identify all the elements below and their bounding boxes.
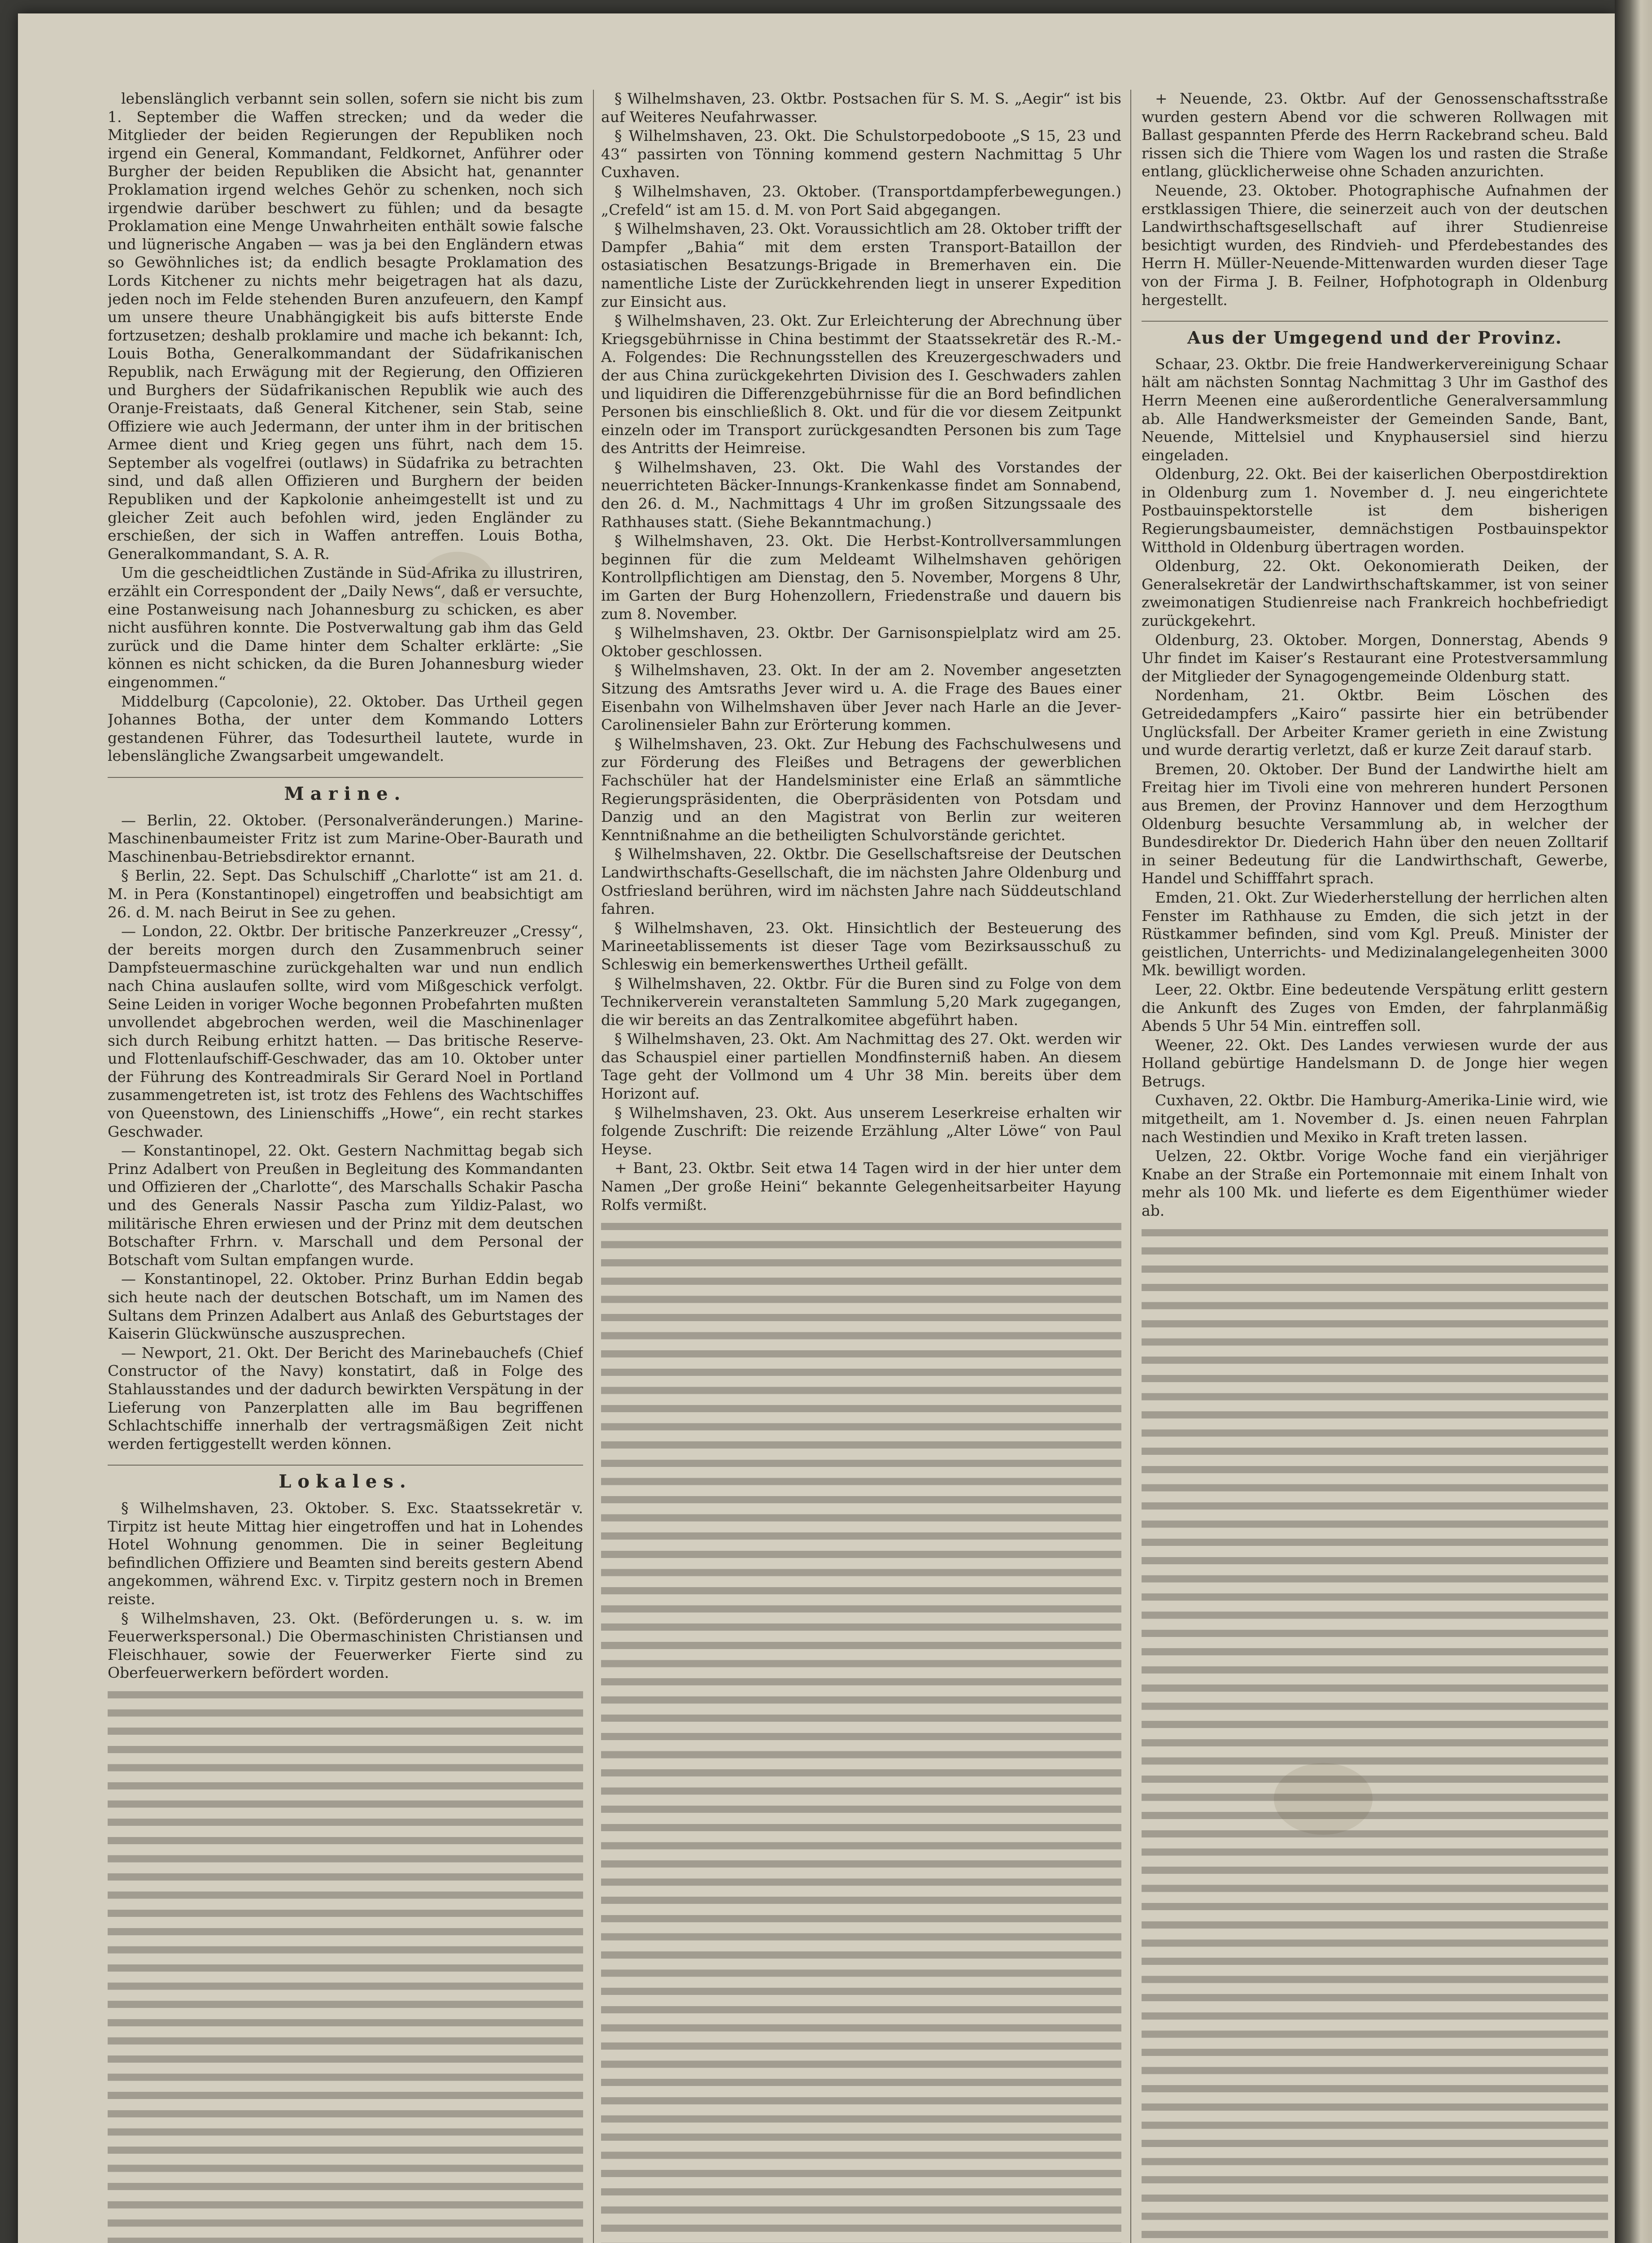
- section-heading-lokales: Lokales.: [108, 1465, 583, 1491]
- section-heading-marine: Marine.: [108, 777, 583, 803]
- article-paragraph: — London, 22. Oktbr. Der britische Panzerkreuzer „Cressy“, der bereits morgen durch den Zusammenbruch seiner Dampfsteuermaschine zurückgehalten war und nun endlich nach China auslaufen sollte, wird vom Mißgeschick verfolgt. Seine Leiden in voriger Woche begonnen Probefahrten mußten unvollendet abgebrochen werden, weil die Maschinenlager sich durch Reibung erhitzt hatten. — Das britische Reserve- und Flottenlaufschiff-Geschwader, das am 10. Oktober unter der Führung des Kontreadmirals Sir Gerard Noel in Portland zusammengetreten ist, ist trotz des Fehlens des Wachtschiffes von Queenstown, des Linienschiffs „Howe“, ein recht starkes Geschwader.: [108, 922, 583, 1140]
- article-paragraph: § Berlin, 22. Sept. Das Schulschiff „Charlotte“ ist am 21. d. M. in Pera (Konstantinopel) eingetroffen und beabsichtigt am 26. d. M. nach Beirut in See zu gehen.: [108, 867, 583, 921]
- article-paragraph: § Wilhelmshaven, 23. Okt. Zur Erleichterung der Abrechnung über Kriegsgebührnisse in China bestimmt der Staatssekretär des R.-M.-A. Folgendes: Die Rechnungsstellen des Kreuzergeschwaders und der aus China zurückgekehrten Division des I. Geschwaders zahlen und liquidiren die Differenzgebührnisse für die an Bord befindlichen Personen bis einschließlich 8. Okt. und für die vor diesem Zeitpunkt einzeln oder im Transport zurückgesandten Personen bis zum Tage des Antritts der Heimreise.: [601, 312, 1121, 457]
- article-paragraph: — Berlin, 22. Oktober. (Personalveränderungen.) Marine-Maschinenbaumeister Fritz ist zum Marine-Ober-Baurath und Maschinenbau-Betriebsdirektor ernannt.: [108, 811, 583, 865]
- article-paragraph: Oldenburg, 22. Okt. Bei der kaiserlichen Oberpostdirektion in Oldenburg zum 1. November d. J. neu eingerichtete Postbauinspektorstelle ist dem bisherigen Regierungsbaumeister, demnächstigen Postbauinspektor Witthold in Oldenburg übertragen worden.: [1142, 465, 1608, 556]
- article-paragraph: § Wilhelmshaven, 22. Oktbr. Für die Buren sind zu Folge von dem Technikerverein veranstalteten Sammlung 5,20 Mark zugegangen, die wir bereits an das Zentralkomitee abgeführt haben.: [601, 974, 1121, 1029]
- article-paragraph: Nordenham, 21. Oktbr. Beim Löschen des Getreidedampfers „Kairo“ passirte hier ein betrübender Unglücksfall. Der Arbeiter Kramer gerieth in eine Zwistung und wurde derartig verletzt, daß er kurze Zeit darauf starb.: [1142, 686, 1608, 759]
- article-paragraph: § Wilhelmshaven, 23. Oktbr. Postsachen für S. M. S. „Aegir“ ist bis auf Weiteres Neufahrwasser.: [601, 90, 1121, 126]
- article-paragraph: Oldenburg, 22. Okt. Oekonomierath Deiken, der Generalsekretär der Landwirthschaftskammer, ist von seiner zweimonatigen Studienreise nach Frankreich hochbefriedigt zurückgekehrt.: [1142, 557, 1608, 630]
- article-paragraph: Leer, 22. Oktbr. Eine bedeutende Verspätung erlitt gestern die Ankunft des Zuges von Emden, der fahrplanmäßig Abends 5 Uhr 54 Min. eintreffen soll.: [1142, 980, 1608, 1035]
- article-paragraph: — Konstantinopel, 22. Oktober. Prinz Burhan Eddin begab sich heute nach der deutschen Botschaft, um im Namen des Sultans dem Prinzen Adalbert aus Anlaß des Geburtstages der Kaiserin Glückwünsche auszusprechen.: [108, 1270, 583, 1343]
- article-paragraph: Weener, 22. Okt. Des Landes verwiesen wurde der aus Holland gebürtige Handelsmann D. de Jonge hier wegen Betrugs.: [1142, 1036, 1608, 1090]
- article-paragraph: § Wilhelmshaven, 23. Okt. Am Nachmittag des 27. Okt. werden wir das Schauspiel einer partiellen Mondfinsterniß haben. An diesem Tage geht der Vollmond um 4 Uhr 38 Min. bereits über dem Horizont auf.: [601, 1030, 1121, 1103]
- article-paragraph: § Wilhelmshaven, 23. Oktober. (Transportdampferbewegungen.) „Crefeld“ ist am 15. d. M. von Port Said abgegangen.: [601, 182, 1121, 218]
- newspaper-page: [18, 13, 1615, 2243]
- article-paragraph: Uelzen, 22. Oktbr. Vorige Woche fand ein vierjähriger Knabe an der Straße ein Portemonnaie mit einem Inhalt von mehr als 100 Mk. und lieferte es dem Eigenthümer wieder ab.: [1142, 1147, 1608, 1220]
- article-paragraph: Neuende, 23. Oktober. Photographische Aufnahmen der erstklassigen Thiere, die seinerzeit auch von der deutschen Landwirthschaftsgesellschaft auf ihrer Studienreise besichtigt wurden, des Rindvieh- und Pferdebestandes des Herrn H. Müller-Neuende-Mittenwarden wurden dieser Tage von der Firma J. B. Feilner, Hofphotograph in Oldenburg hergestellt.: [1142, 181, 1608, 309]
- article-paragraph: § Wilhelmshaven, 23. Okt. Die Schulstorpedoboote „S 15, 23 und 43“ passirten von Tönning kommend gestern Nachmittag 5 Uhr Cuxhaven.: [601, 127, 1121, 181]
- article-paragraph: § Wilhelmshaven, 22. Oktbr. Die Gesellschaftsreise der Deutschen Landwirthschafts-Gesellschaft, die im nächsten Jahre Oldenburg und Ostfriesland berühren, wird im nächsten Jahre nach Süddeutschland fahren.: [601, 845, 1121, 918]
- article-paragraph: — Newport, 21. Okt. Der Bericht des Marinebauchefs (Chief Constructor of the Navy) konstatirt, daß in Folge des Stahlausstandes und der dadurch bewirkten Verspätung in der Lieferung von Panzerplatten alle im Bau begriffenen Schlachtschiffe innerhalb der vertragsmäßigen Zeit nicht werden fertiggestellt werden können.: [108, 1344, 583, 1453]
- article-paragraph: § Wilhelmshaven, 23. Okt. Die Wahl des Vorstandes der neuerrichteten Bäcker-Innungs-Krankenkasse findet am Sonnabend, den 26. d. M., Nachmittags 4 Uhr im großen Sitzungssaale des Rathhauses statt. (Siehe Bekanntmachung.): [601, 458, 1121, 531]
- article-paragraph: § Wilhelmshaven, 23. Okt. Die Herbst-Kontrollversammlungen beginnen für die zum Meldeamt Wilhelmshaven gehörigen Kontrollpflichtigen am Dienstag, den 5. November, Morgens 8 Uhr, im Garten der Burg Hohenzollern, Friedenstraße und dauern bis zum 8. November.: [601, 532, 1121, 623]
- column-rule: [593, 90, 594, 2243]
- article-paragraph: Bremen, 20. Oktober. Der Bund der Landwirthe hielt am Freitag hier im Tivoli eine von mehreren hundert Personen aus Bremen, der Provinz Hannover und dem Herzogthum Oldenburg besuchte Versammlung ab, in welcher der Bundesdirektor Dr. Diederich Hahn über den neuen Zolltarif in seiner Bedeutung für die Landwirthschaft, Gewerbe, Handel und Schifffahrt sprach.: [1142, 760, 1608, 887]
- article-paragraph: + Bant, 23. Oktbr. Seit etwa 14 Tagen wird in der hier unter dem Namen „Der große Heini“ bekannte Gelegenheitsarbeiter Hayung Rolfs vermißt.: [601, 1159, 1121, 1213]
- section-heading-provinz: Aus der Umgegend und der Provinz.: [1142, 321, 1608, 347]
- article-paragraph: § Wilhelmshaven, 23. Oktbr. Der Garnisonspielplatz wird am 25. Oktober geschlossen.: [601, 624, 1121, 660]
- article-paragraph: § Wilhelmshaven, 23. Okt. Zur Hebung des Fachschulwesens und zur Förderung des Fleißes und Betragens der gewerblichen Fachschüler hat der Handelsminister eine Erlaß an sämmtliche Regierungspräsidenten, die Oberpräsidenten von Potsdam und Danzig und an den Magistrat von Berlin zur weiteren Kenntnißnahme an die betheiligten Schulvorstände gerichtet.: [601, 735, 1121, 844]
- article-paragraph: Um die gescheidtlichen Zustände in Süd-Afrika zu illustriren, erzählt ein Correspondent der „Daily News“, daß er versuchte, eine Postanweisung nach Johannesburg zu schicken, es aber nicht ausführen konnte. Die Postverwaltung gab ihm das Geld zurück und die Dame hinter dem Schalter erklärte: „Sie können es nicht schicken, da die Buren Johannesburg wieder eingenommen.“: [108, 564, 583, 691]
- article-paragraph: + Neuende, 23. Oktbr. Auf der Genossenschaftsstraße wurden gestern Abend vor die schweren Rollwagen mit Ballast gespannten Pferde des Herrn Rackebrand scheu. Bald rissen sich die Thiere vom Wagen los und rasten die Straße entlang, glücklicherweise ohne Schaden anzurichten.: [1142, 90, 1608, 180]
- article-paragraph: Cuxhaven, 22. Oktbr. Die Hamburg-Amerika-Linie wird, wie mitgetheilt, am 1. November d. Js. einen neuen Fahrplan nach Westindien und Mexiko in Kraft treten lassen.: [1142, 1091, 1608, 1146]
- article-paragraph: § Wilhelmshaven, 23. Okt. In der am 2. November angesetzten Sitzung des Amtsraths Jever wird u. A. die Frage des Baues einer Eisenbahn von Wilhelmshaven über Jever nach Harle an die Jever-Carolinensieler Bahn zur Erörterung kommen.: [601, 661, 1121, 734]
- column-rule: [1130, 90, 1131, 2243]
- column-middle: [601, 90, 1121, 2243]
- article-paragraph: § Wilhelmshaven, 23. Oktober. S. Exc. Staatssekretär v. Tirpitz ist heute Mittag hier eingetroffen und hat in Lohendes Hotel Wohnung genommen. Die in seiner Begleitung befindlichen Offiziere und Beamten sind bereits gestern Abend angekommen, während Exc. v. Tirpitz gestern noch in Bremen reiste.: [108, 1499, 583, 1608]
- article-paragraph: Emden, 21. Okt. Zur Wiederherstellung der herrlichen alten Fenster im Rathhause zu Emden, die sich jetzt in der Rüstkammer befinden, sind vom Kgl. Preuß. Minister der geistlichen, Unterrichts- und Medizinalangelegenheiten 3000 Mk. bewilligt worden.: [1142, 888, 1608, 979]
- article-paragraph: — Konstantinopel, 22. Okt. Gestern Nachmittag begab sich Prinz Adalbert von Preußen in Begleitung des Kommandanten und Offizieren der „Charlotte“, des Marschalls Schakir Pascha und des Generals Nassir Pascha zum Yildiz-Palast, wo militärische Ehren erwiesen und der Prinz mit dem deutschen Botschafter Frhrn. v. Marschall und dem Personal der Botschaft vom Sultan empfangen wurde.: [108, 1142, 583, 1269]
- column-left: [108, 90, 583, 2243]
- article-paragraph: § Wilhelmshaven, 23. Okt. (Beförderungen u. s. w. im Feuerwerkspersonal.) Die Obermaschinisten Christiansen und Fleischhauer, sowie der Feuerwerker Fierte sind zu Oberfeuerwerkern befördert worden.: [108, 1609, 583, 1682]
- article-paragraph: § Wilhelmshaven, 23. Okt. Hinsichtlich der Besteuerung des Marineetablissements ist dieser Tage vom Bezirksausschuß zu Schleswig ein bemerkenswerthes Urtheil gefällt.: [601, 919, 1121, 973]
- illegible-text-block: [108, 1685, 583, 2243]
- column-right: [1142, 90, 1608, 2243]
- book-spine-edge: [1615, 0, 1652, 2243]
- article-paragraph: Schaar, 23. Oktbr. Die freie Handwerkervereinigung Schaar hält am nächsten Sonntag Nachmittag 3 Uhr im Gasthof des Herrn Meenen eine außerordentliche Generalversammlung ab. Alle Handwerksmeister der Gemeinden Sande, Bant, Neuende, Mittelsiel und Knyphausersiel sind hierzu eingeladen.: [1142, 355, 1608, 464]
- illegible-text-block: [1142, 1223, 1608, 2243]
- article-paragraph: § Wilhelmshaven, 23. Okt. Aus unserem Leserkreise erhalten wir folgende Zuschrift: Die reizende Erzählung „Alter Löwe“ von Paul Heyse.: [601, 1104, 1121, 1158]
- illegible-text-block: [601, 1217, 1121, 2243]
- article-paragraph: lebenslänglich verbannt sein sollen, sofern sie nicht bis zum 1. September die Waffen strecken; und da weder die Mitglieder der beiden Regierungen der Republiken noch irgend ein General, Kommandant, Feldkornet, Anführer oder Burgher der beiden Republiken die Absicht hat, genannter Proklamation irgend welches Gehör zu schenken, noch sich irgendwie darüber beschwert zu fühlen; und da besagte Proklamation eine Menge Unwahrheiten enthält sowie falsche und lügnerische Angaben — was ja bei den Engländern etwas so Gewöhnliches ist; da endlich besagte Proklamation des Lords Kitchener zu nichts mehr beigetragen hat als dazu, jeden noch im Felde stehenden Buren anzufeuern, den Kampf um unsere theure Unabhängigkeit bis aufs bitterste Ende fortzusetzen; deshalb proklamire und mache ich bekannt: Ich, Louis Botha, Generalkommandant der Südafrikanischen Republik, nach Erwägung mit der Regierung, den Offizieren und Burghers der Südafrikanischen Republik wie auch des Oranje-Freistaats, daß General Kitchener, sein Stab, seine Offiziere wie auch Jedermann, der unter ihm in der britischen Armee dient und Krieg gegen uns führt, nach dem 15. September als vogelfrei (outlaws) in Südafrika zu betrachten sind, und daß allen Offizieren und Burghern der beiden Republiken und der Kapkolonie anheimgestellt ist und zu gleicher Zeit auch befohlen wird, jeden Engländer zu erschießen, der sich in Waffen antreffen. Louis Botha, Generalkommandant, S. A. R.: [108, 90, 583, 563]
- article-paragraph: Middelburg (Capcolonie), 22. Oktober. Das Urtheil gegen Johannes Botha, der unter dem Kommando Lotters gestandenen Führer, das Todesurtheil lautete, wurde in lebenslängliche Zwangsarbeit umgewandelt.: [108, 692, 583, 765]
- article-paragraph: § Wilhelmshaven, 23. Okt. Voraussichtlich am 28. Oktober trifft der Dampfer „Bahia“ mit dem ersten Transport-Bataillon der ostasiatischen Besatzungs-Brigade in Bremerhaven ein. Die namentliche Liste der Zurückkehrenden liegt in unserer Expedition zur Einsicht aus.: [601, 220, 1121, 310]
- article-paragraph: Oldenburg, 23. Oktober. Morgen, Donnerstag, Abends 9 Uhr findet im Kaiser’s Restaurant eine Protestversammlung der Mitglieder der Synagogengemeinde Oldenburg statt.: [1142, 631, 1608, 685]
